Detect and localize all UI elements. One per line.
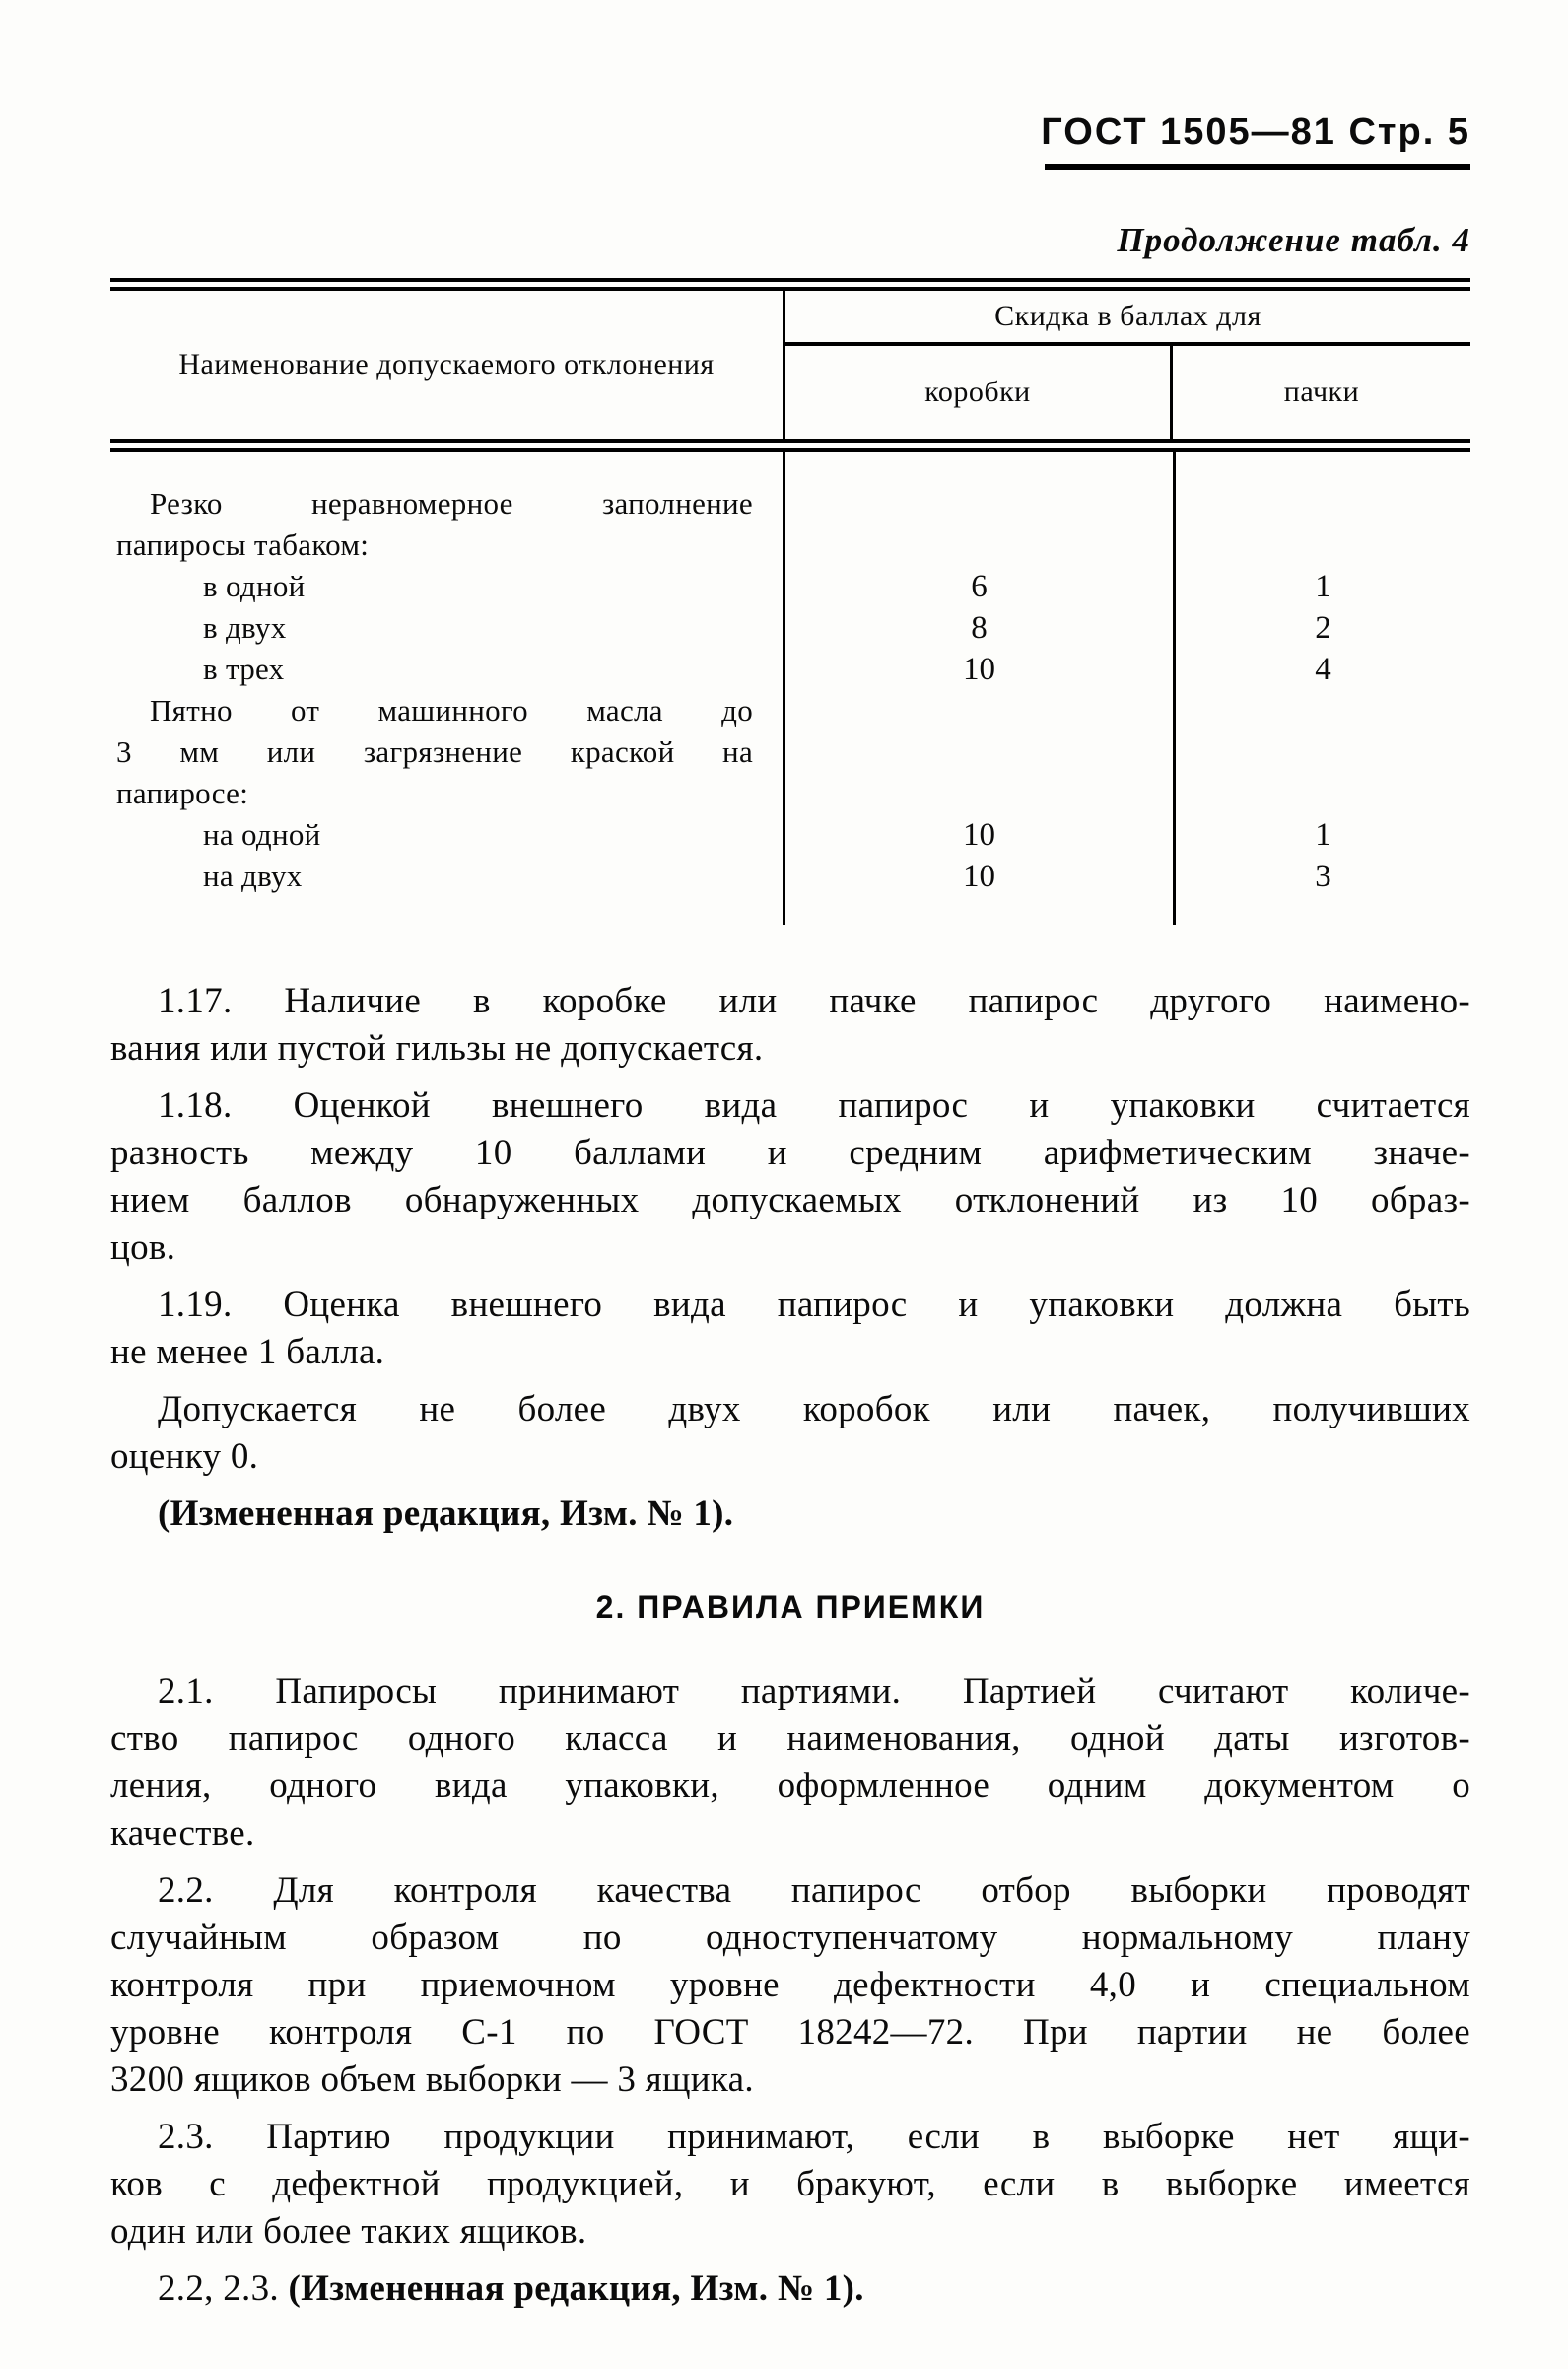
table-value-korobki xyxy=(785,732,1173,773)
table-value-pachki xyxy=(1176,773,1470,814)
paragraph-line: 2.2. Для контроля качества папирос отбор выборки проводят xyxy=(158,1870,1470,1911)
table-row-label: в двух xyxy=(203,610,287,645)
paragraph-line: ления, одного вида упаковки, оформленное одним документом о xyxy=(110,1766,1470,1806)
paragraph-line: (Измененная редакция, Изм. № 1). xyxy=(158,1494,734,1534)
paragraph-line: случайным образом по одноступенчатому нормальному плану xyxy=(110,1917,1470,1958)
table-value-pachki xyxy=(1176,483,1470,524)
table-group-header: Скидка в баллах для xyxy=(994,300,1261,332)
table-top-rule xyxy=(110,278,1470,282)
table-value-korobki: 8 xyxy=(971,610,988,646)
paragraph-line: уровне контроля С-1 по ГОСТ 18242—72. При партии не более xyxy=(110,2012,1470,2053)
table-row-label: 3 мм или загрязнение краской на xyxy=(116,734,753,769)
table-row-label: в одной xyxy=(203,569,306,603)
deductions-table xyxy=(110,278,1470,925)
paragraph xyxy=(110,1668,1470,1857)
paragraph-line: вания или пустой гильзы не допускается. xyxy=(110,1028,764,1069)
paragraph-line: оценку 0. xyxy=(110,1436,259,1477)
paragraph-line: ков с дефектной продукцией, и бракуют, если в выборке имеется xyxy=(110,2164,1470,2204)
table-value-pachki: 1 xyxy=(1315,569,1331,604)
paragraph-line: не менее 1 балла. xyxy=(110,1332,385,1372)
table-header-name-col: Наименование допускаемого отклонения xyxy=(110,291,785,439)
paragraph-line: ство папирос одного класса и наименования, одной даты изготов- xyxy=(110,1718,1470,1759)
table-value-pachki xyxy=(1176,732,1470,773)
table-header-pachki: пачки xyxy=(1283,376,1360,408)
paragraph xyxy=(110,978,1470,1073)
table-value-pachki xyxy=(1176,690,1470,732)
table-value-korobki: 6 xyxy=(971,569,988,604)
table-header xyxy=(110,291,1470,439)
amendment-note xyxy=(110,2265,1470,2313)
table-row-label: папиросе: xyxy=(116,776,249,810)
table-value-pachki: 1 xyxy=(1315,817,1331,853)
section-2-text xyxy=(110,1668,1470,2256)
table-value-korobki xyxy=(785,690,1173,732)
paragraph-line: разность между 10 баллами и средним арифметическим значе- xyxy=(110,1133,1470,1173)
paragraph-line: 2.1. Папиросы принимают партиями. Партией считают количе- xyxy=(158,1671,1470,1711)
table-row-label: на одной xyxy=(203,817,321,852)
table-value-pachki: 2 xyxy=(1315,610,1331,646)
table-row-label: на двух xyxy=(203,859,303,893)
page-content xyxy=(110,0,1470,2313)
table-header-group xyxy=(785,291,1470,439)
paragraph-line: 1.17. Наличие в коробке или пачке папирос другого наимено- xyxy=(158,981,1470,1021)
table-row-label: Резко неравномерное заполнение xyxy=(150,486,753,521)
table-row-label: Пятно от машинного масла до xyxy=(150,693,753,728)
table-value-korobki xyxy=(785,773,1173,814)
amendment-bold-text: (Измененная редакция, Изм. № 1). xyxy=(288,2268,864,2309)
table-value-korobki: 10 xyxy=(963,817,995,853)
paragraph-line: 1.19. Оценка внешнего вида папирос и упаковки должна быть xyxy=(158,1285,1470,1325)
paragraph xyxy=(110,1386,1470,1481)
table-value-pachki: 3 xyxy=(1315,859,1331,894)
table-value-pachki xyxy=(1176,524,1470,566)
paragraph xyxy=(110,1082,1470,1272)
section-2-heading: 2. ПРАВИЛА ПРИЕМКИ xyxy=(595,1589,986,1625)
paragraph xyxy=(110,1282,1470,1376)
table-value-korobki xyxy=(785,524,1173,566)
table-subheaders xyxy=(785,346,1470,439)
paragraph xyxy=(110,1491,1470,1538)
table-body-col-labels xyxy=(110,452,785,925)
table-caption: Продолжение табл. 4 xyxy=(1117,221,1470,259)
paragraph xyxy=(110,2114,1470,2256)
paragraph-line: 2.3. Партию продукции принимают, если в выборке нет ящи- xyxy=(158,2117,1470,2157)
table-value-korobki: 10 xyxy=(963,652,995,687)
table-body-col-pachki xyxy=(1173,452,1470,925)
table-body xyxy=(110,452,1470,925)
header-rule xyxy=(1045,164,1470,170)
amendment-prefix: 2.2, 2.3. xyxy=(158,2268,289,2309)
table-header-korobki: коробки xyxy=(785,346,1173,439)
paragraph-line: контроля при приемочном уровне дефектности 4,0 и специальном xyxy=(110,1965,1470,2005)
table-header-rule xyxy=(110,439,1470,443)
paragraph-line: цов. xyxy=(110,1227,176,1268)
paragraph-line: один или более таких ящиков. xyxy=(110,2211,587,2252)
table-value-korobki xyxy=(785,483,1173,524)
doc-title: ГОСТ 1505—81 Стр. 5 xyxy=(1041,111,1470,153)
paragraph-line: 1.18. Оценкой внешнего вида папирос и упаковки считается xyxy=(158,1085,1470,1126)
table-value-korobki: 10 xyxy=(963,859,995,894)
page-header xyxy=(110,0,1470,170)
paragraph-line: 3200 ящиков объем выборки — 3 ящика. xyxy=(110,2059,754,2100)
table-row-label: папиросы табаком: xyxy=(116,527,370,562)
section-1-text xyxy=(110,978,1470,1538)
paragraph-line: нием баллов обнаруженных допускаемых отклонений из 10 образ- xyxy=(110,1180,1470,1220)
table-value-pachki: 4 xyxy=(1315,652,1331,687)
paragraph-line: Допускается не более двух коробок или пачек, получивших xyxy=(158,1389,1470,1429)
paragraph-line: качестве. xyxy=(110,1813,255,1853)
paragraph xyxy=(110,1867,1470,2104)
table-body-col-korobki xyxy=(785,452,1173,925)
table-row-label: в трех xyxy=(203,652,285,686)
